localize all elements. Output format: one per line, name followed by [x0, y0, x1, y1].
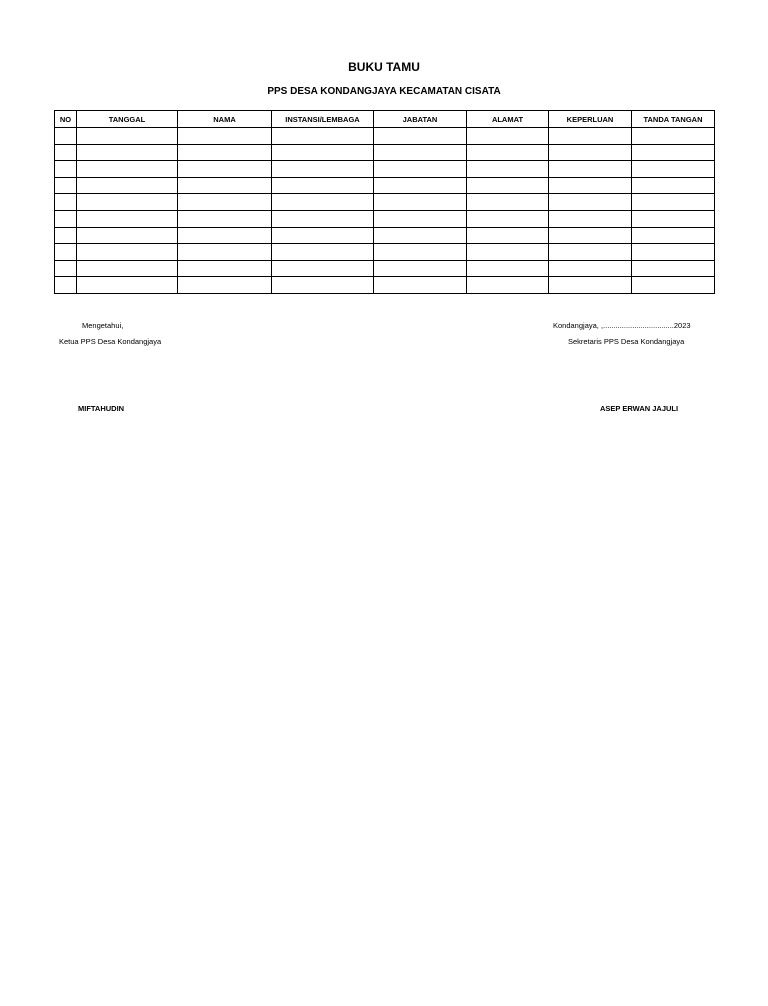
column-header-nama: NAMA — [178, 111, 272, 128]
table-cell — [272, 144, 374, 161]
table-row — [55, 194, 715, 211]
table-cell — [77, 244, 178, 261]
table-cell — [77, 260, 178, 277]
table-cell — [549, 161, 632, 178]
secretary-role: Sekretaris PPS Desa Kondangjaya — [568, 337, 685, 346]
table-cell — [374, 227, 467, 244]
column-header-keperluan: KEPERLUAN — [549, 111, 632, 128]
table-cell — [467, 177, 549, 194]
table-cell — [374, 260, 467, 277]
table-cell — [77, 227, 178, 244]
table-cell — [55, 277, 77, 294]
table-cell — [272, 227, 374, 244]
table-row — [55, 128, 715, 145]
guest-book-table — [54, 110, 715, 294]
table-cell — [178, 210, 272, 227]
table-cell — [178, 144, 272, 161]
table-cell — [549, 260, 632, 277]
table-cell — [632, 277, 715, 294]
table-cell — [77, 277, 178, 294]
table-cell — [549, 277, 632, 294]
table-cell — [467, 244, 549, 261]
table-cell — [374, 244, 467, 261]
table-cell — [55, 227, 77, 244]
table-cell — [374, 161, 467, 178]
table-cell — [272, 161, 374, 178]
table-cell — [549, 210, 632, 227]
table-body — [55, 128, 715, 294]
table-cell — [272, 194, 374, 211]
table-cell — [178, 194, 272, 211]
table-cell — [632, 260, 715, 277]
table-cell — [632, 194, 715, 211]
table-cell — [374, 194, 467, 211]
table-cell — [467, 194, 549, 211]
table-cell — [632, 244, 715, 261]
table-cell — [55, 210, 77, 227]
table-row — [55, 260, 715, 277]
table-cell — [55, 161, 77, 178]
table-cell — [632, 128, 715, 145]
chairman-name: MIFTAHUDIN — [78, 404, 125, 413]
place-date: Kondangjaya, ,..................................2023 — [553, 321, 691, 330]
table-cell — [178, 244, 272, 261]
table-cell — [467, 161, 549, 178]
table-row — [55, 277, 715, 294]
table-row — [55, 177, 715, 194]
table-cell — [77, 144, 178, 161]
table-cell — [77, 177, 178, 194]
table-cell — [467, 144, 549, 161]
column-header-jabatan: JABATAN — [374, 111, 467, 128]
table-cell — [374, 128, 467, 145]
table-cell — [467, 277, 549, 294]
table-cell — [632, 161, 715, 178]
table-cell — [632, 227, 715, 244]
table-cell — [632, 210, 715, 227]
table-cell — [272, 244, 374, 261]
acknowledge-label: Mengetahui, — [82, 321, 124, 330]
table-cell — [467, 210, 549, 227]
table-cell — [467, 260, 549, 277]
table-cell — [77, 161, 178, 178]
table-cell — [178, 128, 272, 145]
table-cell — [632, 177, 715, 194]
table-cell — [178, 227, 272, 244]
table-cell — [55, 177, 77, 194]
table-cell — [272, 210, 374, 227]
table-cell — [549, 128, 632, 145]
table-cell — [549, 244, 632, 261]
table-cell — [632, 144, 715, 161]
table-cell — [178, 277, 272, 294]
secretary-name: ASEP ERWAN JAJULI — [600, 404, 679, 413]
table-cell — [374, 210, 467, 227]
table-cell — [272, 128, 374, 145]
table-row — [55, 144, 715, 161]
column-header-instansi: INSTANSI/LEMBAGA — [272, 111, 374, 128]
table-cell — [374, 144, 467, 161]
table-cell — [467, 227, 549, 244]
table-cell — [55, 194, 77, 211]
table-cell — [549, 194, 632, 211]
table-cell — [77, 194, 178, 211]
table-cell — [77, 210, 178, 227]
table-cell — [272, 177, 374, 194]
table-cell — [374, 177, 467, 194]
table-row — [55, 227, 715, 244]
table-cell — [549, 177, 632, 194]
document-title: BUKU TAMU — [348, 60, 420, 74]
table-cell — [467, 128, 549, 145]
table-cell — [55, 244, 77, 261]
table-cell — [55, 260, 77, 277]
table-cell — [549, 227, 632, 244]
table-cell — [55, 144, 77, 161]
table-cell — [77, 128, 178, 145]
table-cell — [55, 128, 77, 145]
table-row — [55, 244, 715, 261]
column-header-alamat: ALAMAT — [467, 111, 549, 128]
table-cell — [178, 177, 272, 194]
table-cell — [374, 277, 467, 294]
table-row — [55, 210, 715, 227]
column-header-tanggal: TANGGAL — [77, 111, 178, 128]
table-cell — [272, 277, 374, 294]
table-cell — [549, 144, 632, 161]
table-cell — [178, 161, 272, 178]
table-header-row — [55, 111, 715, 128]
table-cell — [272, 260, 374, 277]
column-header-no: NO — [55, 111, 77, 128]
table-row — [55, 161, 715, 178]
document-subtitle: PPS DESA KONDANGJAYA KECAMATAN CISATA — [267, 86, 501, 97]
column-header-tanda-tangan: TANDA TANGAN — [632, 111, 715, 128]
table-cell — [178, 260, 272, 277]
chairman-role: Ketua PPS Desa Kondangjaya — [59, 337, 162, 346]
